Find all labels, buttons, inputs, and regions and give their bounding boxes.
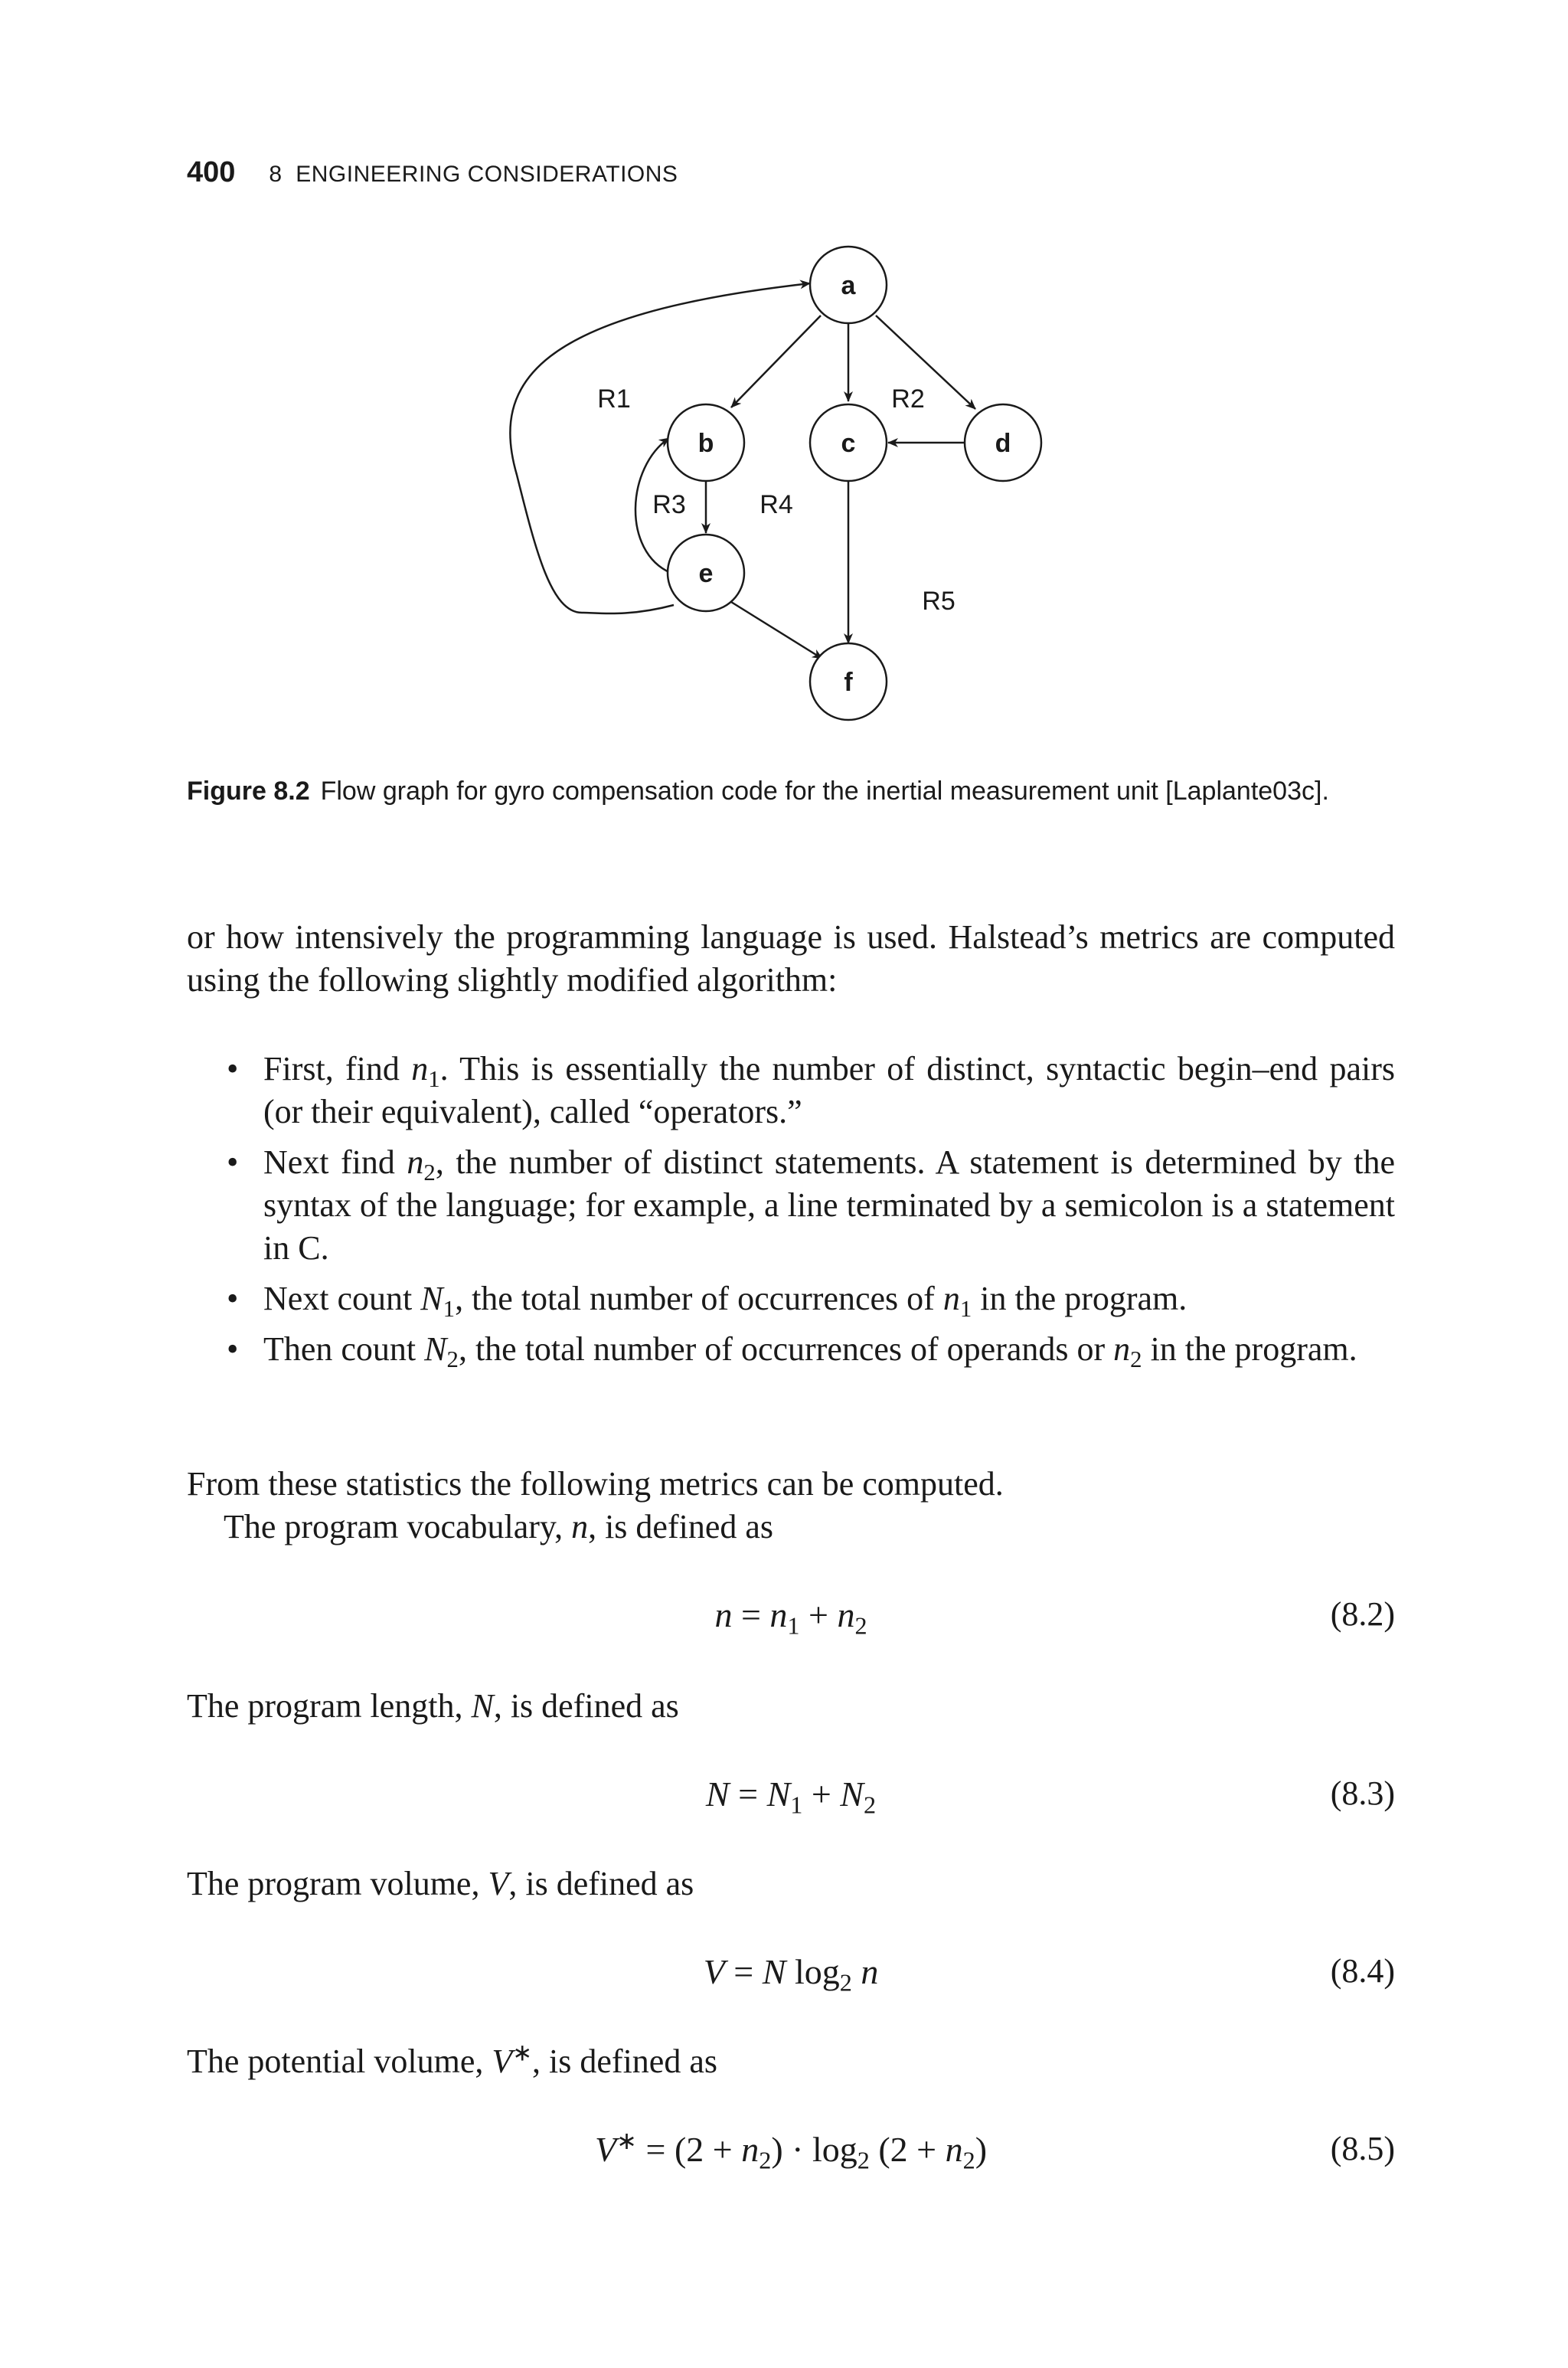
intro-paragraph: or how intensively the programming language is used. Halstead’s metrics are computed using the following slightly modified algorithm: <box>187 918 1395 999</box>
node-label-c: c <box>841 429 856 458</box>
edge-a-b <box>731 316 821 407</box>
equation-8-4: V = N $\log_2 n$ (8.4) <box>703 1952 1395 1997</box>
node-label-f: f <box>844 668 853 697</box>
list-item: • Next count $N_1$, the total number of occurrences of $n_1$ in the program. <box>227 1280 1187 1323</box>
edge-e-a-loop <box>510 283 810 613</box>
equation-number: (8.2) <box>1330 1595 1395 1633</box>
caption-label: Figure 8.2 <box>187 777 310 806</box>
equation-number: (8.3) <box>1330 1774 1395 1812</box>
potential-volume-paragraph: The potential volume, V∗, is defined as <box>187 2039 717 2080</box>
list-item: • Then count $N_2$, the total number of occurrences of operands or $n_2$ in the program. <box>227 1330 1357 1373</box>
caption-text: Flow graph for gyro compensation code for the inertial measurement unit [Laplante03c]. <box>320 777 1329 806</box>
region-label-r3: R3 <box>652 490 686 519</box>
equation-number: (8.4) <box>1330 1952 1395 1990</box>
from-these-paragraph: From these statistics the following metrics can be computed. <box>187 1465 1004 1503</box>
list-item: • Next find $n_2$, the number of distinct statements. A statement is determined by the syntax of the language; for example, a line terminated by a semicolon is a statement in C. <box>227 1143 1396 1267</box>
region-label-r2: R2 <box>891 384 925 414</box>
node-label-b: b <box>697 429 714 458</box>
page-number: 400 <box>187 156 236 188</box>
node-label-a: a <box>841 271 856 300</box>
list-item: • First, find $n_1$. This is essentially the number of distinct, syntactic begin–end pairs (or their equivalent), called “operators.” <box>227 1050 1395 1130</box>
algorithm-list <box>187 1048 1395 1379</box>
node-label-d: d <box>995 429 1011 458</box>
equation-8-2: $n = n_1 + n_2$ (8.2) <box>714 1595 1395 1640</box>
chapter-title: 8 ENGINEERING CONSIDERATIONS <box>269 162 678 187</box>
equation-8-5: $V^∗ = (2 + n_2) \cdot \log_2 (2 + n_2)$ (8.5) <box>594 2126 1395 2174</box>
volume-paragraph: The program volume, V, is defined as <box>187 1865 694 1902</box>
region-label-r5: R5 <box>922 587 956 616</box>
vocabulary-paragraph: The program vocabulary, n, is defined as <box>224 1508 774 1545</box>
node-label-e: e <box>698 559 714 588</box>
figure-caption <box>187 774 1395 809</box>
equation-number: (8.5) <box>1330 2130 1395 2167</box>
region-label-r1: R1 <box>597 384 631 414</box>
flow-graph <box>0 0 1568 766</box>
equation-8-3: $N = N_1 + N_2$ (8.3) <box>705 1774 1395 1819</box>
length-paragraph: The program length, N, is defined as <box>187 1687 679 1725</box>
region-label-r4: R4 <box>760 490 793 519</box>
edge-e-f <box>731 602 822 659</box>
